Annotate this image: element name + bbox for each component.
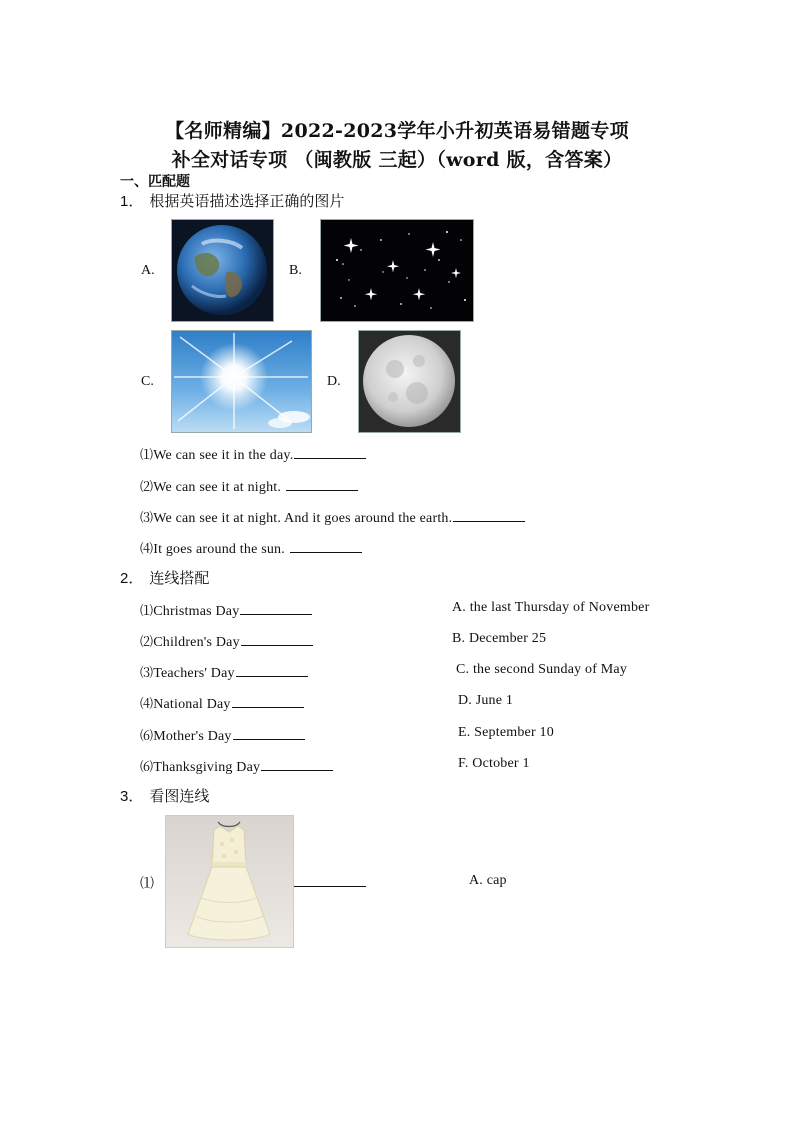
moon-icon [359, 331, 460, 432]
dress-image [165, 815, 294, 948]
question-text: 连线搭配 [149, 570, 210, 587]
option-b-label: B. [289, 263, 302, 278]
q2-right-a: A. the last Thursday of November [452, 600, 650, 615]
section-heading: 一、匹配题 [120, 175, 190, 190]
question-2-prompt [120, 567, 209, 588]
q2-right-f: F. October 1 [458, 756, 530, 771]
question-3-prompt [120, 785, 209, 806]
answer-blank[interactable] [233, 727, 305, 740]
q2-left-4: ⑷National Day [140, 693, 304, 713]
q2-left-5: ⑹Mother's Day [140, 725, 305, 745]
answer-blank[interactable] [286, 478, 358, 491]
doc-title-line1: 【名师精编】2022-2023学年小升初英语易错题专项 [165, 120, 629, 142]
q3-right-a: A. cap [469, 873, 507, 888]
sun-image [171, 330, 312, 433]
answer-blank[interactable] [294, 874, 366, 887]
q2-right-e: E. September 10 [458, 725, 554, 740]
answer-blank[interactable] [240, 602, 312, 615]
q2-right-d: D. June 1 [458, 693, 514, 708]
stars-icon [321, 220, 473, 321]
option-c-label: C. [141, 374, 154, 389]
q1-item-1: ⑴We can see it in the day. [140, 444, 366, 464]
q1-item-2: ⑵We can see it at night. [140, 476, 358, 496]
q3-item-number: ⑴ [140, 876, 155, 892]
answer-blank[interactable] [294, 446, 366, 459]
option-a-label: A. [141, 263, 155, 278]
question-text: 根据英语描述选择正确的图片 [149, 193, 345, 210]
q2-left-2: ⑵Children's Day [140, 631, 313, 651]
question-text: 看图连线 [149, 788, 210, 805]
answer-blank[interactable] [241, 633, 313, 646]
question-number: 1． [120, 193, 144, 210]
answer-blank[interactable] [236, 664, 308, 677]
moon-image [358, 330, 461, 433]
option-d-label: D. [327, 374, 341, 389]
q1-item-4: ⑷It goes around the sun. [140, 538, 362, 558]
answer-blank[interactable] [453, 509, 525, 522]
q1-item-3: ⑶We can see it at night. And it goes around the earth. [140, 507, 525, 527]
question-number: 3． [120, 788, 144, 805]
answer-blank[interactable] [290, 540, 362, 553]
q2-left-1: ⑴Christmas Day [140, 600, 312, 620]
answer-blank[interactable] [261, 758, 333, 771]
question-1-prompt [120, 190, 344, 211]
doc-title-line2: 补全对话专项 （闽教版 三起）（word 版，含答案） [171, 149, 623, 171]
earth-image [171, 219, 274, 322]
q2-left-6: ⑹Thanksgiving Day [140, 756, 333, 776]
q2-right-b: B. December 25 [452, 631, 547, 646]
stars-image [320, 219, 474, 322]
answer-blank[interactable] [232, 695, 304, 708]
earth-icon [172, 220, 273, 321]
q2-left-3: ⑶Teachers' Day [140, 662, 308, 682]
question-number: 2． [120, 570, 144, 587]
q2-right-c: C. the second Sunday of May [456, 662, 628, 677]
dress-icon [166, 816, 293, 947]
sun-icon [172, 331, 311, 432]
